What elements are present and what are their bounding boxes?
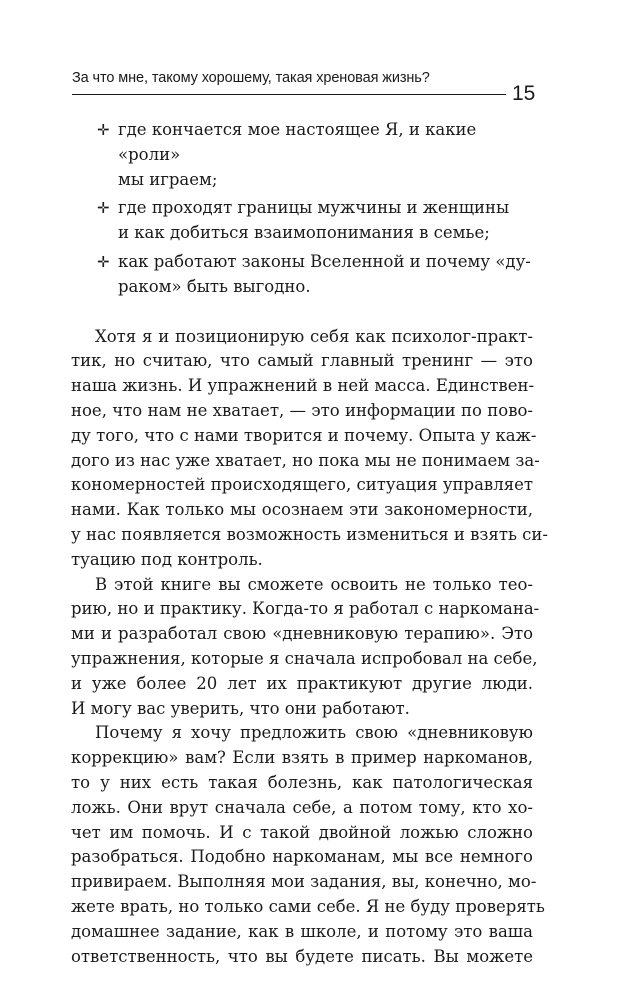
text-line: рию, но и практику. Когда-то я работал с наркомана- — [71, 599, 540, 619]
text-line: В этой книге вы сможете освоить не только тео- — [95, 574, 533, 594]
text-line: домашнее задание, как в школе, и потому это ваша — [71, 921, 533, 941]
bullet-line: как работают законы Вселенной и почему «ду- — [118, 251, 531, 271]
bullet-line: и как добиться взаимопонимания в семье; — [118, 223, 490, 243]
text-line: ное, что нам не хватает, — это информации по пово- — [71, 400, 533, 420]
text-line: жете врать, но только сами себе. Я не буду проверять — [71, 896, 545, 916]
text-line: ложь. Они врут сначала себе, а потом тому, кто хо- — [71, 797, 533, 817]
text-line: у нас появляется возможность измениться и взять си- — [71, 524, 548, 544]
bullet-list — [71, 118, 533, 300]
paragraph — [71, 573, 540, 722]
text-line: тик, но считаю, что самый главный тренинг — это — [71, 351, 533, 371]
bullet-item — [71, 250, 533, 300]
paragraph — [71, 721, 545, 969]
plus-bullet-icon: ✛ — [97, 199, 110, 218]
text-line: нами. Как только мы осознаем эти закономерности, — [71, 500, 533, 520]
text-line: Хотя я и позиционирую себя как психолог-практ- — [95, 326, 533, 346]
bullet-line: раком» быть выгодно. — [118, 276, 311, 296]
text-line: наша жизнь. И упражнений в ней масса. Единствен- — [71, 376, 535, 396]
text-line: чет им помочь. И с такой двойной ложью сложно — [71, 822, 533, 842]
bullet-item — [71, 196, 533, 246]
text-line: ду того, что с нами творится и почему. Опыта у каж- — [71, 425, 537, 445]
page-number: 15 — [512, 82, 536, 105]
bullet-line: где проходят границы мужчины и женщины — [118, 198, 510, 218]
bullet-line: где кончается мое настоящее Я, и какие «роли» — [118, 120, 477, 164]
text-line: упражнения, которые я сначала испробовал на себе, — [71, 648, 538, 668]
running-header-title: За что мне, такому хорошему, такая хреновая жизнь? — [72, 70, 430, 86]
text-line: И могу вас уверить, что они работают. — [71, 698, 410, 718]
text-line: коррекцию» вам? Если взять в пример наркоманов, — [71, 748, 533, 768]
header-rule — [72, 94, 506, 95]
text-line: ответственность, что вы будете писать. Вы можете — [71, 946, 533, 966]
paragraph — [71, 325, 548, 573]
text-line: туацию под контроль. — [71, 549, 263, 569]
text-line: то у них есть такая болезнь, как патологическая — [71, 772, 533, 792]
text-line: Почему я хочу предложить свою «дневниковую — [95, 723, 533, 743]
plus-bullet-icon: ✛ — [97, 121, 110, 139]
text-line: привираем. Выполняя мои задания, вы, конечно, мо- — [71, 872, 537, 892]
text-line: разобраться. Подобно наркоманам, мы все немного — [71, 847, 533, 867]
bullet-line: мы играем; — [118, 169, 218, 189]
body-text — [71, 325, 548, 970]
text-line: ми и разработал свою «дневниковую терапию». Это — [71, 624, 533, 644]
plus-bullet-icon: ✛ — [97, 252, 110, 271]
page-body — [71, 118, 548, 969]
text-line: кономерностей происходящего, ситуация управляет — [71, 475, 533, 495]
bullet-item — [71, 118, 533, 192]
text-line: и уже более 20 лет их практикуют другие люди. — [71, 673, 533, 693]
text-line: дого из нас уже хватает, но пока мы не понимаем за- — [71, 450, 540, 470]
